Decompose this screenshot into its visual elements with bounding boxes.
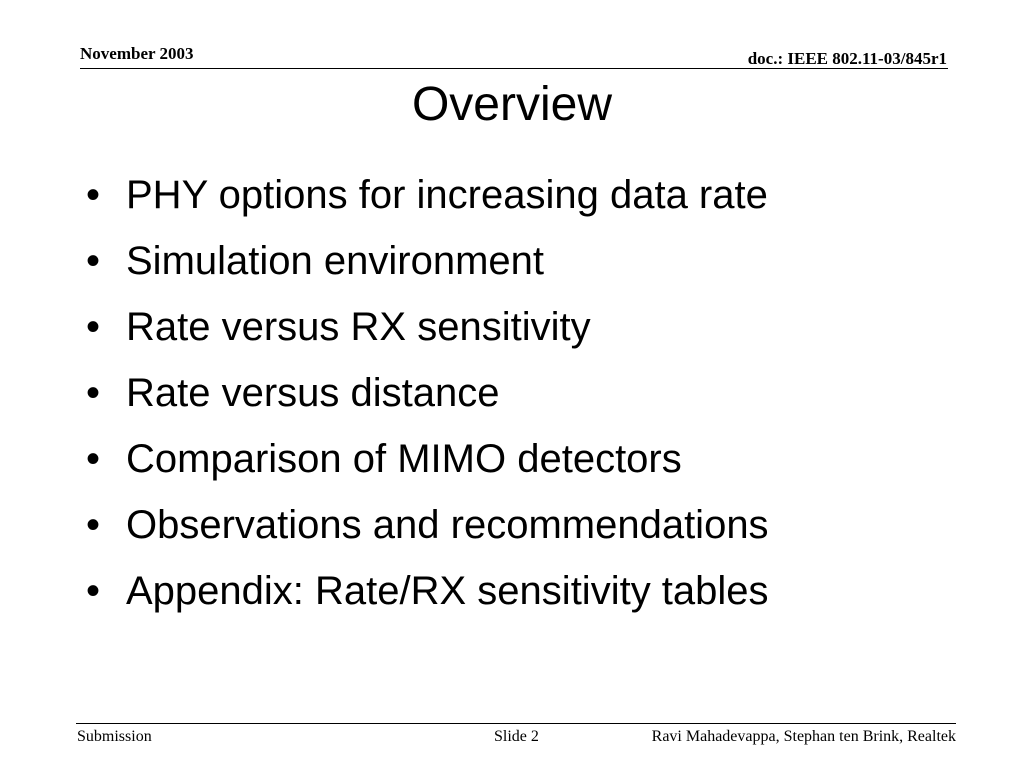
footer-authors: Ravi Mahadevappa, Stephan ten Brink, Realtek: [651, 728, 956, 745]
footer-rule: [76, 723, 956, 724]
bullet-dot: •: [86, 173, 101, 217]
slide-title: Overview: [411, 78, 613, 131]
bullet-text: PHY options for increasing data rate: [126, 173, 768, 217]
footer-slide-number: Slide 2: [494, 728, 539, 745]
bullet-item: [0, 426, 1024, 492]
bullet-text: Appendix: Rate/RX sensitivity tables: [126, 569, 769, 613]
bullet-dot: •: [86, 305, 101, 349]
bullet-text: Rate versus distance: [126, 371, 500, 415]
bullet-dot: •: [86, 503, 101, 547]
bullet-text: Rate versus RX sensitivity: [126, 305, 591, 349]
header-doc-id: doc.: IEEE 802.11-03/845r1: [747, 49, 947, 68]
footer-submission: Submission: [77, 728, 152, 745]
bullet-item: [0, 228, 1024, 294]
bullet-item: [0, 360, 1024, 426]
header-rule: [80, 68, 948, 69]
bullet-item: [0, 558, 1024, 624]
bullet-item: [0, 162, 1024, 228]
bullet-text: Simulation environment: [126, 239, 544, 283]
bullet-item: [0, 294, 1024, 360]
bullet-item: [0, 492, 1024, 558]
bullet-dot: •: [86, 569, 101, 613]
bullet-list: [0, 162, 1024, 624]
bullet-dot: •: [86, 437, 101, 481]
bullet-text: Comparison of MIMO detectors: [126, 437, 682, 481]
bullet-dot: •: [86, 371, 101, 415]
bullet-dot: •: [86, 239, 101, 283]
bullet-text: Observations and recommendations: [126, 503, 769, 547]
header-date: November 2003: [80, 44, 194, 63]
